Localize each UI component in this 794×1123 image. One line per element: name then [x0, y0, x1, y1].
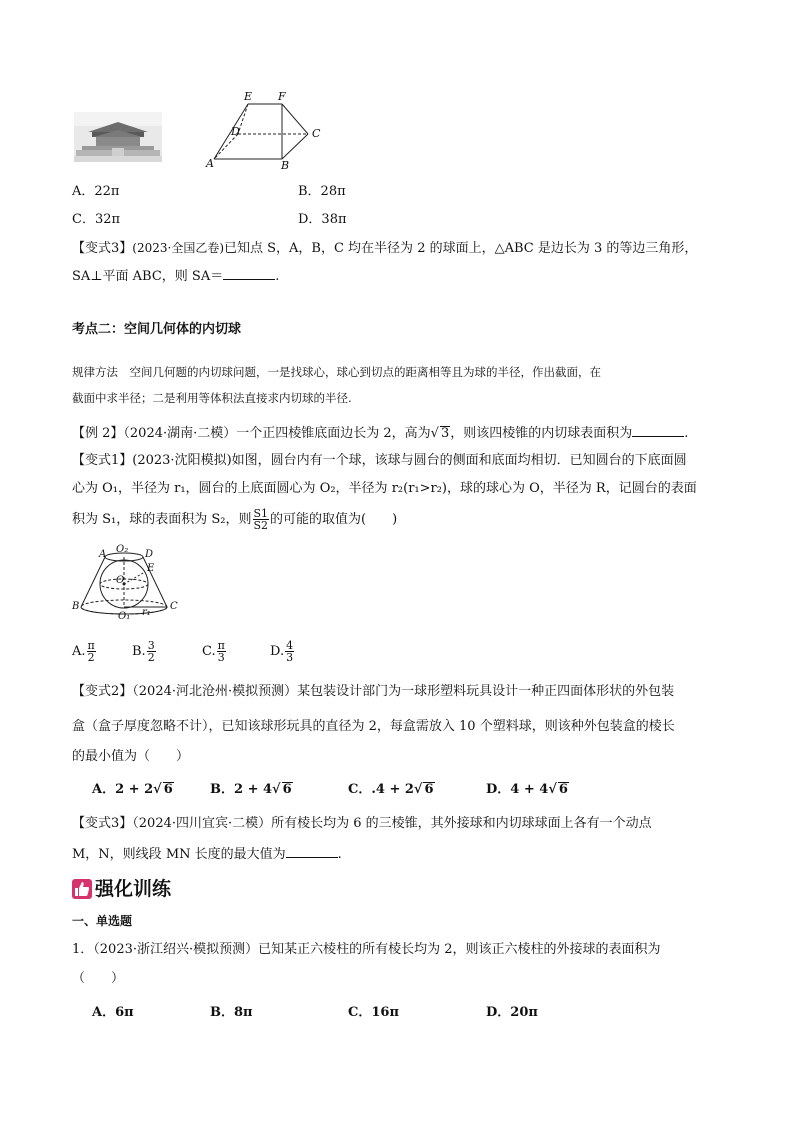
question1-option-d: D．20π	[486, 1005, 538, 1020]
example2-line	[72, 424, 688, 443]
method-line1: 规律方法 空间几何题的内切球问题，一是找球心，球心到切点的距离相等且为球的半径，作出截面，在	[72, 365, 601, 379]
variant1-option-a	[72, 640, 97, 663]
variant1-option-d	[270, 640, 295, 663]
variant2-line2: 盒（盒子厚度忽略不计），已知该球形玩具的直径为 2，每盒需放入 10 个塑料球，则该种外包装盒的棱长	[72, 719, 675, 734]
figure1-label-a: A	[206, 157, 214, 170]
sqrt-symbol: √	[430, 426, 439, 441]
sqrt-radicand: 6	[558, 782, 568, 797]
figure1-label-b: B	[281, 159, 290, 172]
variant2-option-d	[486, 781, 569, 799]
question-text: 的可能的取值为( )	[270, 512, 398, 527]
figure2-label-c: C	[170, 601, 178, 612]
figure2-label-e: E	[147, 563, 155, 574]
figure2-label-o1: O₁	[118, 611, 131, 622]
answer-blank[interactable]	[632, 424, 684, 437]
sqrt-symbol: √	[153, 782, 162, 797]
variant3-a-line2	[72, 267, 279, 286]
figure2-label-b: B	[72, 601, 80, 612]
answer-blank[interactable]	[286, 845, 338, 858]
question1-line2: （ ）	[72, 971, 125, 986]
variant1-option-b	[132, 640, 157, 663]
option-label: D．	[486, 782, 511, 797]
period: .	[684, 426, 689, 441]
option-d: D．38π	[298, 212, 347, 227]
fraction-numerator: 3	[147, 639, 155, 652]
question1-line1: 1．（2023·浙江绍兴·模拟预测）已知某正六棱柱的所有棱长均为 2，则该正六棱柱的外接球的表面积为	[72, 942, 661, 957]
question-text: (2023·沈阳模拟)如图，圆台内有一个球，该球与圆台的侧面和底面均相切．已知圆台的下底面圆	[132, 453, 687, 468]
variant-tag: 【变式2】	[72, 684, 133, 699]
thumbs-up-icon	[72, 879, 92, 899]
variant1-line2: 心为 O₁，半径为 r₁，圆台的上底面圆心为 O₂，半径为 r₂(r₁>r₂)，球的球心为 O，半径为 R，记圆台的表面	[72, 481, 697, 496]
fraction	[147, 640, 156, 663]
question1-option-b: B．8π	[210, 1005, 253, 1020]
fraction-denominator: 3	[286, 651, 294, 664]
variant-tag: 【变式3】	[72, 816, 133, 831]
source-label: (2023·全国乙卷)	[132, 241, 224, 255]
option-letter: B.	[132, 644, 146, 659]
fraction-denominator: 2	[87, 651, 95, 664]
option-a: A．22π	[72, 184, 120, 199]
question-text: 已知点 S，A，B，C 均在半径为 2 的球面上，△ABC 是边长为 3 的等边三角形，	[224, 241, 698, 256]
variant-tag: 【变式1】	[72, 453, 133, 468]
figure1-label-c: C	[312, 127, 321, 140]
figure2-label-o2: O₂	[116, 544, 129, 555]
option-label: B．	[210, 782, 234, 797]
question-text: ，则该四棱锥的内切球表面积为	[450, 426, 633, 441]
variant3-a-line1	[72, 239, 697, 258]
figure2-label-r1: r₁	[142, 607, 151, 618]
frustum-sphere-figure	[72, 544, 184, 626]
option-label: C．	[348, 782, 372, 797]
example-tag: 【例 2】	[72, 426, 124, 441]
sqrt-symbol: √	[548, 782, 557, 797]
option-label: A．	[92, 782, 116, 797]
question-text: 积为 S₁，球的表面积为 S₂，则	[72, 512, 252, 527]
fraction	[285, 640, 294, 663]
sqrt-radicand: 6	[424, 782, 434, 797]
option-text: 2 + 2	[115, 782, 154, 797]
question-text: （2024·河北沧州·模拟预测）某包装设计部门为一球形塑料玩具设计一种正四面体形状的外包装	[132, 684, 675, 699]
variant2-option-a	[92, 781, 174, 799]
fraction	[253, 508, 270, 531]
option-letter: A.	[72, 644, 86, 659]
variant1-line1	[72, 452, 687, 470]
polyhedron-figure	[204, 90, 328, 172]
training-header	[72, 877, 171, 901]
figure1-label-d: D	[231, 125, 240, 138]
sqrt-symbol: √	[413, 782, 423, 797]
fraction-numerator: S1	[253, 507, 269, 520]
variant2-option-c	[348, 781, 435, 799]
method-line2: 截面中求半径；二是利用等体积法直接求内切球的半径.	[72, 391, 352, 405]
training-title: 强化训练	[95, 878, 172, 900]
variant1-option-c	[202, 640, 227, 663]
figure2-label-a: A	[99, 549, 107, 560]
fraction-denominator: 3	[217, 651, 225, 664]
option-text: 4 + 4	[510, 782, 549, 797]
variant2-line1	[72, 683, 674, 701]
question-text: M，N，则线段 MN 长度的最大值为	[72, 847, 286, 862]
answer-blank[interactable]	[223, 267, 275, 280]
fraction	[217, 640, 226, 663]
section-title: 考点二：空间几何体的内切球	[72, 322, 242, 337]
variant1-line3	[72, 508, 397, 531]
single-choice-title: 一、单选题	[72, 914, 133, 928]
building-photo	[74, 112, 162, 162]
question-text: （2024·四川宜宾·二模）所有棱长均为 6 的三棱锥，其外接球和内切球球面上各有一个动点	[132, 816, 652, 831]
option-c: C．32π	[72, 212, 121, 227]
figure1-label-f: F	[278, 90, 286, 103]
question-text: （2024·湖南·二模）一个正四棱锥底面边长为 2，高为	[123, 426, 431, 441]
sqrt-symbol: √	[272, 782, 281, 797]
option-b: B．28π	[298, 184, 346, 199]
variant2-line3: 的最小值为（ ）	[72, 749, 190, 764]
figure2-label-o: O	[116, 575, 125, 586]
option-letter: D.	[270, 644, 285, 659]
period: .	[275, 269, 280, 284]
fraction-denominator: 2	[147, 651, 155, 664]
figure1-label-e: E	[244, 90, 253, 103]
variant3-b-line1	[72, 815, 652, 833]
fraction	[87, 640, 96, 663]
variant3-b-line2	[72, 845, 342, 864]
sqrt-radicand: 6	[282, 782, 292, 797]
figure2-label-d: D	[145, 549, 154, 560]
option-text: 2 + 4	[234, 782, 273, 797]
question-text: SA⊥平面 ABC，则 SA＝	[72, 269, 224, 284]
period: .	[337, 847, 342, 862]
fraction-numerator: π	[87, 639, 95, 652]
sqrt-radicand: 3	[440, 426, 450, 441]
sqrt-radicand: 6	[163, 782, 173, 797]
variant2-option-b	[210, 781, 293, 799]
option-letter: C.	[202, 644, 216, 659]
variant-tag: 【变式3】	[72, 241, 133, 256]
fraction-denominator: S2	[253, 519, 269, 532]
option-text: .4 + 2	[371, 782, 414, 797]
fraction-numerator: π	[217, 639, 225, 652]
fraction-numerator: 4	[286, 639, 294, 652]
question1-option-c: C．16π	[348, 1005, 399, 1020]
question1-option-a: A．6π	[92, 1005, 134, 1020]
